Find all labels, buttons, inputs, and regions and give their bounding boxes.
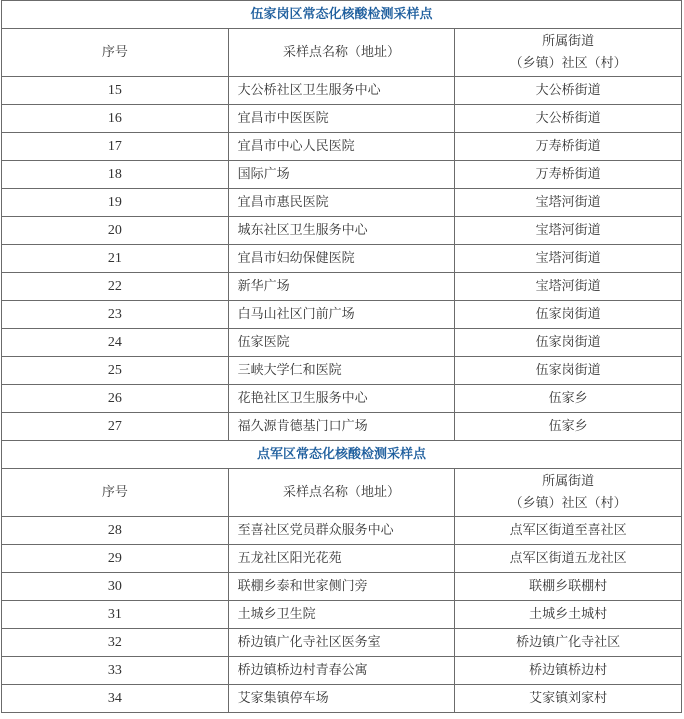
header-street-line1: 所属街道 [542,33,595,49]
row-site-name: 五龙社区阳光花苑 [228,545,455,573]
row-number: 20 [2,217,229,245]
row-number: 15 [2,77,229,105]
section-title: 伍家岗区常态化核酸检测采样点 [2,1,682,29]
row-street: 宝塔河街道 [455,217,682,245]
row-street: 桥边镇桥边村 [455,657,682,685]
row-street: 桥边镇广化寺社区 [455,629,682,657]
row-site-name: 土城乡卫生院 [228,601,455,629]
row-number: 28 [2,517,229,545]
table-row [2,601,682,629]
table-row [2,517,682,545]
table-row [2,657,682,685]
row-street: 万寿桥街道 [455,161,682,189]
row-site-name: 花艳社区卫生服务中心 [228,385,455,413]
row-site-name: 宜昌市中心人民医院 [228,133,455,161]
table-row [2,161,682,189]
row-site-name: 三峡大学仁和医院 [228,357,455,385]
section-title-row [2,1,682,29]
table-row [2,189,682,217]
row-site-name: 宜昌市惠民医院 [228,189,455,217]
header-number: 序号 [2,469,229,517]
row-site-name: 宜昌市妇幼保健医院 [228,245,455,273]
row-site-name: 福久源肯德基门口广场 [228,413,455,441]
header-row [2,29,682,77]
row-site-name: 白马山社区门前广场 [228,301,455,329]
row-street: 万寿桥街道 [455,133,682,161]
table-row [2,385,682,413]
header-street [455,29,682,77]
header-number: 序号 [2,29,229,77]
row-site-name: 新华广场 [228,273,455,301]
row-number: 31 [2,601,229,629]
row-site-name: 桥边镇桥边村青春公寓 [228,657,455,685]
header-row [2,469,682,517]
row-street: 点军区街道五龙社区 [455,545,682,573]
table-row [2,245,682,273]
table-row [2,357,682,385]
row-site-name: 宜昌市中医医院 [228,105,455,133]
row-number: 25 [2,357,229,385]
row-street: 伍家乡 [455,385,682,413]
row-site-name: 艾家集镇停车场 [228,685,455,713]
row-site-name: 城东社区卫生服务中心 [228,217,455,245]
row-number: 24 [2,329,229,357]
header-name: 采样点名称（地址） [228,469,455,517]
table-row [2,77,682,105]
row-site-name: 至喜社区党员群众服务中心 [228,517,455,545]
row-street: 大公桥街道 [455,77,682,105]
row-number: 29 [2,545,229,573]
row-street: 伍家乡 [455,413,682,441]
row-street: 艾家镇刘家村 [455,685,682,713]
row-number: 19 [2,189,229,217]
table-row [2,217,682,245]
sampling-points-table [1,0,682,713]
row-street: 点军区街道至喜社区 [455,517,682,545]
table-body [2,1,682,713]
header-street [455,469,682,517]
table-row [2,413,682,441]
table-row [2,329,682,357]
header-street-line2: （乡镇）社区（村） [509,495,627,511]
row-number: 17 [2,133,229,161]
section-title-row [2,441,682,469]
row-number: 16 [2,105,229,133]
table-row [2,133,682,161]
row-street: 宝塔河街道 [455,245,682,273]
header-street-line1: 所属街道 [542,473,595,489]
row-street: 联棚乡联棚村 [455,573,682,601]
table-row [2,105,682,133]
row-number: 33 [2,657,229,685]
row-number: 21 [2,245,229,273]
row-number: 30 [2,573,229,601]
table-row [2,573,682,601]
row-site-name: 伍家医院 [228,329,455,357]
row-number: 27 [2,413,229,441]
row-number: 18 [2,161,229,189]
row-street: 伍家岗街道 [455,329,682,357]
row-street: 伍家岗街道 [455,357,682,385]
table-row [2,629,682,657]
table-row [2,685,682,713]
row-street: 土城乡土城村 [455,601,682,629]
row-street: 宝塔河街道 [455,273,682,301]
row-site-name: 桥边镇广化寺社区医务室 [228,629,455,657]
row-site-name: 联棚乡泰和世家侧门旁 [228,573,455,601]
row-street: 大公桥街道 [455,105,682,133]
header-street-line2: （乡镇）社区（村） [509,55,627,71]
table-row [2,545,682,573]
row-number: 26 [2,385,229,413]
row-number: 34 [2,685,229,713]
section-title: 点军区常态化核酸检测采样点 [2,441,682,469]
row-street: 宝塔河街道 [455,189,682,217]
table-row [2,273,682,301]
header-name: 采样点名称（地址） [228,29,455,77]
row-street: 伍家岗街道 [455,301,682,329]
table-row [2,301,682,329]
row-number: 23 [2,301,229,329]
row-number: 22 [2,273,229,301]
row-site-name: 国际广场 [228,161,455,189]
row-site-name: 大公桥社区卫生服务中心 [228,77,455,105]
row-number: 32 [2,629,229,657]
